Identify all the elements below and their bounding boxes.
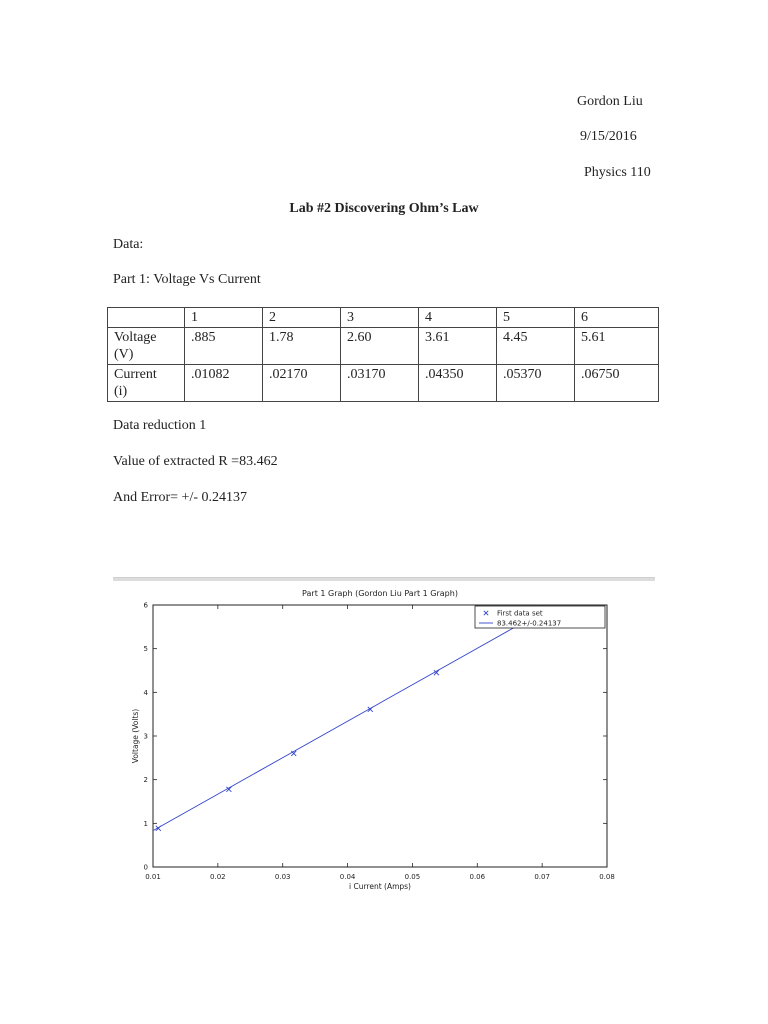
axis-ticks xyxy=(144,602,615,882)
table-cell: .885 xyxy=(185,328,263,365)
extracted-r-value: Value of extracted R =83.462 xyxy=(113,454,278,469)
y-tick-label: 3 xyxy=(143,732,148,741)
table-cell: .01082 xyxy=(185,365,263,402)
row-label: Voltage (V) xyxy=(108,328,185,365)
y-tick-label: 2 xyxy=(143,776,148,785)
table-cell: .02170 xyxy=(263,365,341,402)
table-row xyxy=(108,328,659,365)
table-cell: 1.78 xyxy=(263,328,341,365)
x-tick-label: 0.07 xyxy=(534,873,550,881)
x-tick-label: 0.08 xyxy=(599,873,615,881)
table-header-cell: 4 xyxy=(419,308,497,328)
y-tick-label: 0 xyxy=(143,863,148,872)
table-header-cell: 5 xyxy=(497,308,575,328)
y-tick-label: 4 xyxy=(143,688,148,697)
legend-label: First data set xyxy=(497,609,543,618)
x-tick-label: 0.06 xyxy=(469,873,486,881)
y-tick-label: 6 xyxy=(143,601,148,610)
table-header-cell xyxy=(108,308,185,328)
x-tick-label: 0.05 xyxy=(404,873,421,881)
divider xyxy=(113,577,655,581)
x-axis-label: i Current (Amps) xyxy=(349,882,411,891)
data-table xyxy=(107,307,659,402)
table-header-row xyxy=(108,308,659,328)
chart-title: Part 1 Graph (Gordon Liu Part 1 Graph) xyxy=(302,589,458,598)
author-name: Gordon Liu xyxy=(577,94,643,109)
page-title: Lab #2 Discovering Ohm’s Law xyxy=(289,201,479,216)
table-cell: 5.61 xyxy=(575,328,659,365)
fit-line xyxy=(153,615,537,831)
table-header-cell: 3 xyxy=(341,308,419,328)
data-reduction-heading: Data reduction 1 xyxy=(113,418,207,433)
x-tick-label: 0.01 xyxy=(145,873,161,881)
table-cell: .03170 xyxy=(341,365,419,402)
y-tick-label: 5 xyxy=(143,645,148,654)
table-cell: 2.60 xyxy=(341,328,419,365)
chart-legend xyxy=(475,606,605,628)
plot-frame xyxy=(153,605,607,867)
y-axis-label: Voltage (Volts) xyxy=(131,708,140,764)
table-header-cell: 2 xyxy=(263,308,341,328)
ohms-law-chart xyxy=(110,582,630,900)
x-tick-label: 0.03 xyxy=(274,873,291,881)
table-cell: .06750 xyxy=(575,365,659,402)
table-header-cell: 1 xyxy=(185,308,263,328)
table-cell: 3.61 xyxy=(419,328,497,365)
table-header-cell: 6 xyxy=(575,308,659,328)
course: Physics 110 xyxy=(584,165,651,180)
row-label: Current (i) xyxy=(108,365,185,402)
x-tick-label: 0.04 xyxy=(339,873,356,881)
table-cell: 4.45 xyxy=(497,328,575,365)
data-heading: Data: xyxy=(113,237,144,252)
y-tick-label: 1 xyxy=(143,819,148,828)
part1-heading: Part 1: Voltage Vs Current xyxy=(113,272,261,287)
table-cell: .04350 xyxy=(419,365,497,402)
date: 9/15/2016 xyxy=(580,129,637,144)
table-cell: .05370 xyxy=(497,365,575,402)
table-row xyxy=(108,365,659,402)
legend-label: 83.462+/-0.24137 xyxy=(497,619,562,628)
error-value: And Error= +/- 0.24137 xyxy=(113,490,247,505)
plot-series xyxy=(153,615,537,831)
x-tick-label: 0.02 xyxy=(210,873,226,881)
